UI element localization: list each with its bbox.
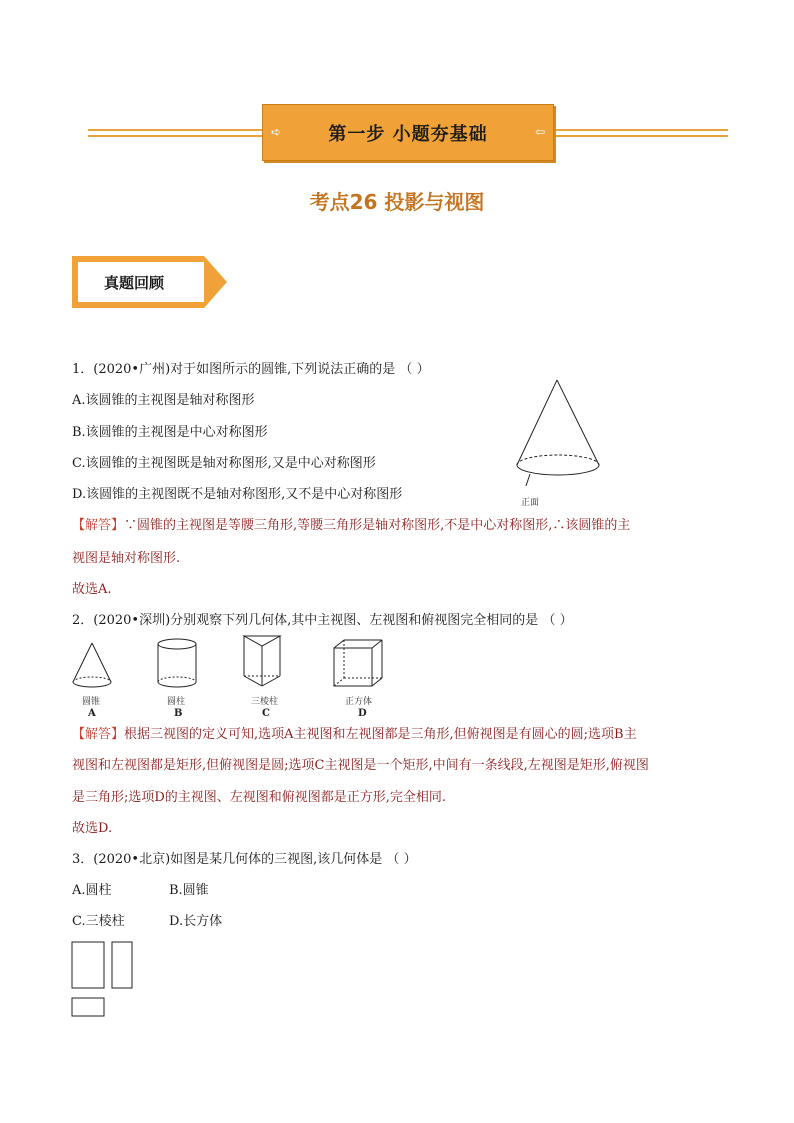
cone-front-label: 正面	[521, 498, 540, 508]
q2-figure-b-letter: B	[174, 708, 183, 719]
q1-answer-tag: 【解答】	[72, 518, 125, 533]
q2-conclusion: 故选D.	[72, 821, 113, 836]
q2-stem: 2．(2020•深圳)分别观察下列几何体,其中主视图、左视图和俯视图完全相同的是 （ ）	[72, 613, 573, 628]
q1-stem: 1．(2020•广州)对于如图所示的圆锥,下列说法正确的是 （ ）	[72, 362, 430, 377]
q1-option-b: B.该圆锥的主视图是中心对称图形	[72, 425, 268, 440]
q1-answer-text: ∵圆锥的主视图是等腰三角形,等腰三角形是轴对称图形,不是中心对称图形,∴该圆锥的主	[124, 518, 631, 533]
q3-stem: 3．(2020•北京)如图是某几何体的三视图,该几何体是 （ ）	[72, 852, 417, 867]
q2-prism-figure	[242, 634, 282, 690]
q3-option-a: A.圆柱	[72, 883, 112, 898]
banner-line-right-bottom	[554, 135, 728, 137]
banner-box	[262, 104, 554, 161]
q2-answer-text: 根据三视图的定义可知,选项A主视图和左视图都是三角形,但俯视图是有圆心的圆;选项B主	[124, 727, 637, 742]
q2-figure-a-name: 圆锥	[82, 697, 101, 707]
section-label: 真题回顾	[104, 274, 165, 292]
q2-answer-line3: 是三角形;选项D的主视图、左视图和俯视图都是正方形,完全相同.	[72, 790, 447, 805]
q2-answer-line1	[72, 726, 637, 744]
q1-option-a: A.该圆锥的主视图是轴对称图形	[72, 393, 255, 408]
page-title: 考点26 投影与视图	[309, 190, 485, 214]
q2-answer-line2: 视图和左视图都是矩形,但俯视图是圆;选项C主视图是一个矩形,中间有一条线段,左视图是矩形,俯视图	[72, 758, 649, 773]
q2-figure-d-name: 正方体	[345, 697, 373, 707]
q3-option-c: C.三棱柱	[72, 914, 125, 929]
arrow-left-icon: ⇦	[534, 125, 546, 139]
banner-line-right-top	[554, 129, 728, 131]
banner-line-left-top	[88, 129, 262, 131]
q3-option-b: B.圆锥	[169, 883, 209, 898]
q1-option-c: C.该圆锥的主视图既是轴对称图形,又是中心对称图形	[72, 456, 376, 471]
q1-answer-line1	[72, 517, 630, 535]
banner-line-left-bottom	[88, 135, 262, 137]
q2-cube-figure	[332, 638, 384, 688]
q2-figure-c-letter: C	[262, 708, 270, 719]
cone-figure	[510, 378, 610, 488]
banner-title: 第一步 小题夯基础	[328, 123, 488, 145]
q1-answer-line2: 视图是轴对称图形.	[72, 551, 181, 566]
q2-figure-b-name: 圆柱	[167, 697, 186, 707]
q3-option-d: D.长方体	[169, 914, 223, 929]
q2-figure-a-letter: A	[88, 708, 96, 719]
q2-answer-tag: 【解答】	[72, 727, 125, 742]
three-view-figure	[70, 940, 140, 1020]
q2-cone-figure	[70, 641, 114, 691]
q2-figure-c-name: 三棱柱	[251, 697, 279, 707]
q2-cylinder-figure	[155, 637, 199, 691]
arrow-right-icon: ➪	[270, 125, 282, 139]
q2-figure-d-letter: D	[358, 708, 367, 719]
q1-option-d: D.该圆锥的主视图既不是轴对称图形,又不是中心对称图形	[72, 487, 403, 502]
q1-conclusion: 故选A.	[72, 582, 112, 597]
